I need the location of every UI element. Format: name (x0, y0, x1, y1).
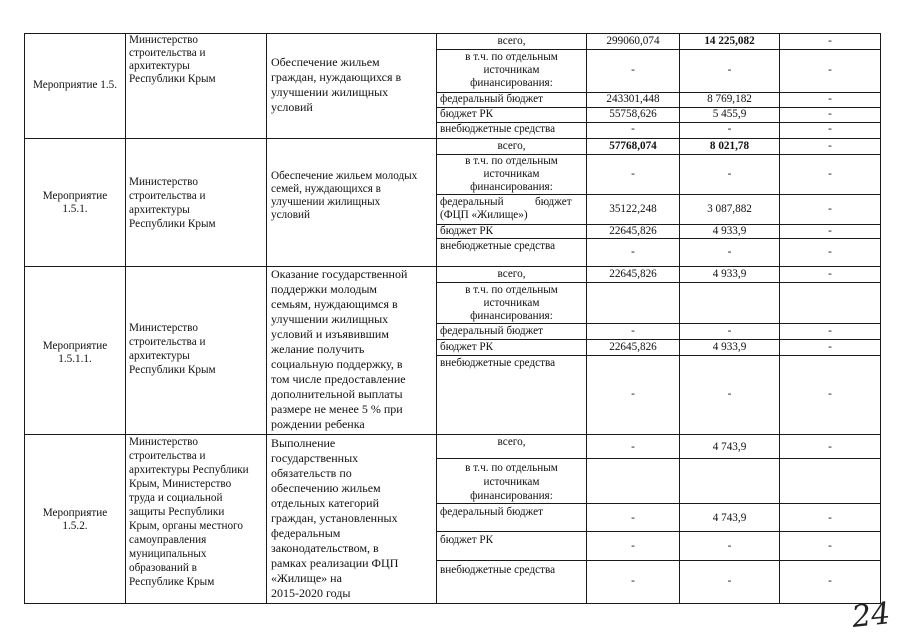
responsible-line: Республики Крым (129, 218, 216, 230)
responsible-line: самоуправления (129, 534, 207, 546)
goal-line: условий (271, 100, 313, 114)
goal-line: отдельных категорий (271, 496, 380, 510)
value-cell: 22645,826 (609, 268, 657, 280)
goal-line: размере не менее 5 % при (271, 402, 403, 416)
value-cell: 8 021,78 (709, 140, 750, 152)
value-cell: - (631, 441, 635, 453)
value-cell: - (631, 325, 635, 337)
value-cell: - (631, 123, 635, 135)
value-cell: - (727, 246, 732, 258)
goal-line: «Жилище» на (271, 571, 342, 585)
source-total: всего, (497, 35, 526, 47)
goal-line: обеспечению жильем (271, 481, 381, 495)
value-cell: - (828, 540, 832, 552)
goal-line: семьям, нуждающимся в (271, 297, 398, 311)
source-subheader: источникам (483, 64, 540, 76)
responsible-line: труда и социальной (129, 492, 223, 504)
value-cell: 4 933,9 (712, 268, 747, 280)
value-cell: - (631, 64, 635, 76)
row-separator (24, 434, 881, 435)
value-cell: 57768,074 (609, 140, 657, 152)
subrow-line (436, 560, 881, 561)
goal-line: Выполнение (271, 436, 336, 450)
goal-line: семей, нуждающихся в (271, 183, 381, 195)
responsible-line: Министерство (129, 322, 198, 334)
responsible-line: строительства и (129, 47, 206, 59)
column-divider (125, 33, 126, 603)
value-cell: - (828, 575, 832, 587)
source-federal: федеральный (440, 196, 504, 208)
source-total: всего, (497, 268, 526, 280)
goal-line: Оказание государственной (271, 267, 408, 281)
table-border-bottom (24, 603, 881, 604)
source-subheader: финансирования: (470, 310, 553, 322)
responsible-line: Республики Крым (129, 364, 216, 376)
event-name: Мероприятие 1.5. (32, 79, 118, 91)
event-name-line: Мероприятие (42, 507, 108, 519)
source-federal: федеральный бюджет (440, 506, 543, 518)
source-subheader: в т.ч. по отдельным (465, 462, 558, 474)
source-extra: внебюджетные средства (440, 357, 556, 369)
event-name-line: Мероприятие (42, 340, 108, 352)
source-extra: внебюджетные средства (440, 240, 556, 252)
value-cell: - (631, 540, 635, 552)
source-subheader: источникам (483, 476, 540, 488)
event-name-line: 1.5.1.1. (58, 353, 92, 365)
value-cell: - (828, 203, 832, 215)
value-cell: - (828, 388, 832, 400)
responsible-line: архитектуры (129, 60, 190, 72)
responsible-line: Республики Крым (129, 73, 216, 85)
responsible-line: архитектуры (129, 350, 190, 362)
subrow-line (436, 194, 881, 195)
value-cell: - (727, 575, 732, 587)
source-subheader: финансирования: (470, 490, 553, 502)
value-cell: 22645,826 (609, 225, 657, 237)
goal-line: Обеспечение жильем (271, 55, 380, 69)
goal-line: рождении ребенка (271, 417, 365, 431)
value-cell: 299060,074 (606, 35, 660, 47)
value-cell: - (828, 93, 832, 105)
responsible-line: Крым, Министерство (129, 478, 232, 490)
responsible-line: образований в (129, 562, 197, 574)
subrow-line (436, 282, 881, 283)
value-cell: - (631, 512, 635, 524)
source-total: всего, (497, 140, 526, 152)
responsible-line: Крым, органы местного (129, 520, 243, 532)
page-number: 24 (850, 596, 892, 635)
responsible-line: архитектуры Республики (129, 464, 249, 476)
responsible-line: строительства и (129, 336, 206, 348)
value-cell: - (727, 540, 732, 552)
value-cell: - (828, 325, 832, 337)
value-cell: - (727, 388, 732, 400)
source-federal: (ФЦП «Жилище») (440, 209, 528, 221)
value-cell: - (631, 168, 635, 180)
goal-line: поддержки молодым (271, 282, 377, 296)
goal-line: условий и изъявившим (271, 327, 389, 341)
goal-line: рамках реализации ФЦП (271, 556, 399, 570)
goal-line: граждан, нуждающихся в (271, 70, 402, 84)
value-cell: 243301,448 (606, 93, 660, 105)
value-cell: 4 743,9 (712, 512, 747, 524)
responsible-line: защиты Республики (129, 506, 225, 518)
row-separator (24, 138, 881, 139)
responsible-line: Республике Крым (129, 576, 215, 588)
table-border-right (880, 33, 881, 603)
responsible-line: строительства и (129, 190, 206, 202)
goal-line: улучшении жилищных (271, 85, 389, 99)
goal-line: социальную поддержку, в (271, 357, 403, 371)
source-subheader: в т.ч. по отдельным (465, 284, 558, 296)
value-cell: - (828, 35, 832, 47)
subrow-line (436, 503, 881, 504)
goal-line: улучшении жилищных (271, 196, 381, 208)
responsible-line: Министерство (129, 176, 198, 188)
value-cell: 4 933,9 (712, 225, 747, 237)
source-extra: внебюджетные средства (440, 564, 556, 576)
value-cell: - (828, 341, 832, 353)
event-name-line: 1.5.2. (62, 520, 88, 532)
subrow-line (436, 458, 881, 459)
value-cell: - (727, 325, 732, 337)
source-federal: федеральный бюджет (440, 325, 543, 337)
row-separator (24, 266, 881, 267)
value-cell: 4 933,9 (712, 341, 747, 353)
value-cell: 3 087,882 (707, 203, 752, 215)
value-cell: - (828, 512, 832, 524)
value-cell: - (631, 246, 635, 258)
goal-line: условий (271, 209, 310, 221)
value-cell: - (727, 168, 732, 180)
goal-line: законодательством, в (271, 541, 379, 555)
source-subheader: финансирования: (470, 77, 553, 89)
responsible-line: архитектуры (129, 204, 190, 216)
source-rk: бюджет РК (440, 108, 494, 120)
goal-line: обязательств по (271, 466, 352, 480)
value-cell: 8 769,182 (707, 93, 752, 105)
goal-line: государственных (271, 451, 359, 465)
responsible-line: Министерство (129, 436, 198, 448)
value-cell: - (631, 388, 635, 400)
value-cell: - (828, 246, 832, 258)
goal-line: федеральным (271, 526, 341, 540)
responsible-line: Министерство (129, 34, 198, 46)
source-extra: внебюджетные средства (440, 123, 556, 135)
source-subheader: источникам (483, 297, 540, 309)
value-cell: - (631, 575, 635, 587)
source-federal: федеральный бюджет (440, 93, 543, 105)
responsible-line: строительства и (129, 450, 206, 462)
value-cell: - (727, 123, 732, 135)
value-cell: 55758,626 (609, 108, 657, 120)
goal-line: 2015-2020 годы (271, 586, 351, 600)
value-cell: - (828, 268, 832, 280)
source-rk: бюджет РК (440, 534, 494, 546)
source-subheader: источникам (483, 168, 540, 180)
source-subheader: в т.ч. по отдельным (465, 155, 558, 167)
value-cell: - (828, 225, 832, 237)
source-federal: бюджет (535, 196, 572, 208)
source-rk: бюджет РК (440, 341, 494, 353)
value-cell: 4 743,9 (712, 441, 747, 453)
goal-line: том числе предоставление (271, 372, 406, 386)
source-subheader: в т.ч. по отдельным (465, 51, 558, 63)
value-cell: - (828, 441, 832, 453)
event-name-line: 1.5.1. (62, 203, 88, 215)
subrow-line (436, 49, 881, 50)
source-subheader: финансирования: (470, 181, 553, 193)
subrow-line (436, 339, 881, 340)
value-cell: - (828, 64, 832, 76)
subrow-line (436, 355, 881, 356)
value-cell: 5 455,9 (712, 108, 747, 120)
value-cell: - (828, 168, 832, 180)
event-name-line: Мероприятие (42, 190, 108, 202)
subrow-line (436, 323, 881, 324)
subrow-line (436, 238, 881, 239)
goal-line: улучшении жилищных (271, 312, 389, 326)
value-cell: - (828, 140, 832, 152)
column-divider (266, 33, 267, 603)
value-cell: 35122,248 (609, 203, 657, 215)
source-total: всего, (497, 436, 526, 448)
goal-line: Обеспечение жильем молодых (271, 170, 418, 182)
goal-line: желание получить (271, 342, 365, 356)
value-cell: - (727, 64, 732, 76)
goal-line: дополнительной выплаты (271, 387, 403, 401)
responsible-line: муниципальных (129, 548, 207, 560)
subrow-line (436, 531, 881, 532)
value-cell: 22645,826 (609, 341, 657, 353)
value-cell: 14 225,082 (704, 35, 755, 47)
value-cell: - (828, 123, 832, 135)
source-rk: бюджет РК (440, 225, 494, 237)
goal-line: граждан, установленных (271, 511, 398, 525)
value-cell: - (828, 108, 832, 120)
